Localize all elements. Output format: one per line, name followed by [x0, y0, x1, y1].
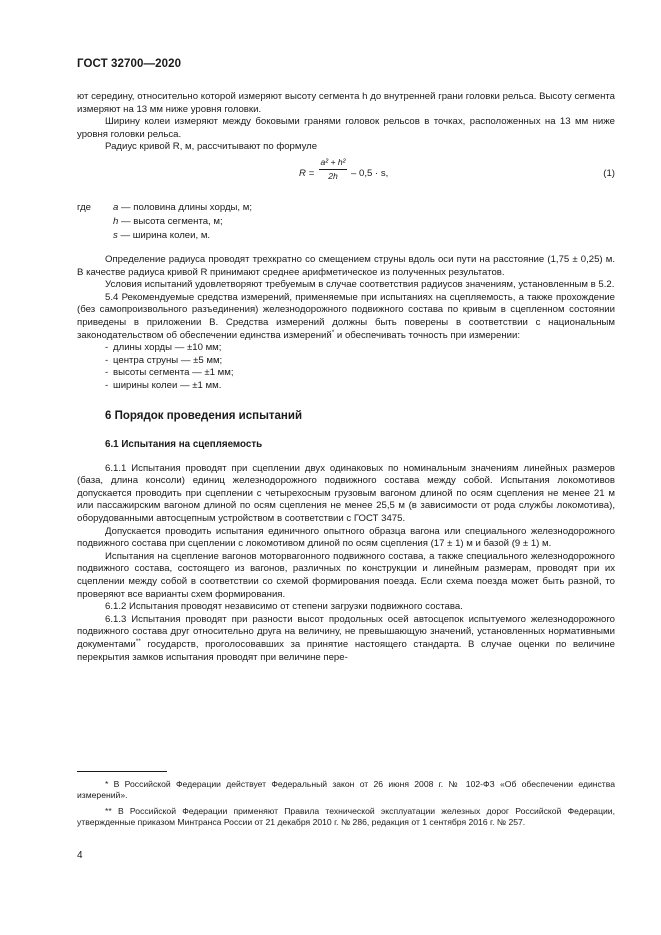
paragraph: 6.1.2 Испытания проводят независимо от степени загрузки подвижного состава. — [105, 601, 463, 613]
paragraph: Испытания на сцепление вагонов моторвагонного подвижного состава, а также специального железнодорожного подвижного состава, состоящего из вагонов, различных по конструкции и линейным размерам, проводят при их сцеплении между собой в соответствии со схемой формирования поезда. Если схема поезда может быть разной, то проверяют все варианты схем формирования. — [77, 550, 615, 600]
definition-h: h — высота сегмента, м; — [113, 215, 223, 227]
footnote: ** В Российской Федерации применяют Правила технической эксплуатации железных дорог Российской Федерации, утвержденные приказом Минтранса России от 21 декабря 2010 г. № 286, редакция от 1 сентября 2016 г. № 257. — [77, 805, 615, 828]
paragraph: Допускается проводить испытания единичного опытного образца вагона или специального железнодорожного подвижного состава при сцеплении с локомотивом длиной по осям сцепления (17 ± 1) м и базой (9 ± 1) м. — [77, 525, 615, 550]
section-heading: 6 Порядок проведения испытаний — [105, 409, 303, 422]
standard-header: ГОСТ 32700—2020 — [77, 58, 182, 70]
body-text — [77, 91, 615, 664]
definition-row — [77, 216, 615, 230]
paragraph: ют середину, относительно которой измеряют высоту сегмента h до внутренней грани головки рельса. Высоту сегмента измеряют на 13 мм ниже уровня головки. — [77, 91, 615, 115]
paragraph: Радиус кривой R, м, рассчитывают по формуле — [105, 141, 318, 153]
formula-denominator: 2h — [328, 170, 338, 181]
formula-numerator: a² + h² — [319, 157, 347, 170]
formula-fraction — [319, 157, 347, 182]
list-item: - ширины колеи — ±1 мм. — [105, 379, 222, 391]
paragraph-5-4: 5.4 Рекомендуемые средства измерений, применяемые при испытаниях на сцепляемость, а также прохождение (без самопроизвольного разъединения) железнодорожного подвижного состава по кривым в сцепленном состоянии приведены в приложении В. Средства измерений должны быть поверены в соответствии с национальным законодательством об обеспечении единства измерений* и обеспечивать точность при измерении: — [77, 291, 615, 341]
formula-definitions — [77, 202, 615, 244]
formula-lhs: R = — [299, 167, 315, 179]
list-item: - длины хорды — ±10 мм; — [105, 342, 222, 354]
paragraph: Ширину колеи измеряют между боковыми гранями головок рельсов в точках, расположенных на 13 мм ниже уровня головки рельса. — [77, 116, 615, 140]
footnote: * В Российской Федерации действует Федеральный закон от 26 июня 2008 г. № 102-ФЗ «Об обеспечении единства измерений». — [77, 779, 615, 801]
footnotes — [77, 771, 615, 833]
footnote-divider — [77, 771, 167, 772]
paragraph: 6.1.1 Испытания проводят при сцеплении двух одинаковых по номинальным значениям линейных размеров (база, длина консоли) единиц железнодорожного подвижного состава между собой. Испытания локомотивов допускается проводить при сцеплении с четырехосным грузовым вагоном длиной по осям сцепления не менее 21 м или пассажирским вагоном длиной по осям сцепления не менее 25,5 м (в зависимости от рода службы локомотива), оборудованными автосцепным устройством в соответствии с ГОСТ 3475. — [77, 462, 615, 525]
definition-a: a — половина длины хорды, м; — [113, 201, 253, 213]
definition-row — [77, 230, 615, 244]
paragraph: Определение радиуса проводят трехкратно со смещением струны вдоль оси пути на расстояние (1,75 ± 0,25) м. В качестве радиуса кривой R принимают среднее арифметическое из полученных результатов. — [77, 253, 615, 278]
paragraph-6-1-3: 6.1.3 Испытания проводят при разности высот продольных осей автосцепок испытуемого железнодорожного подвижного состава друг относительно друга на величину, не превышающую значений, установленных нормативными документами** государств, проголосовавших за принятие настоящего стандарта. В случае оценки по величине перекрытия замков испытания проводят при величине пере- — [77, 613, 615, 663]
list-item: - центра струны — ±5 мм; — [105, 354, 223, 366]
page-number: 4 — [77, 850, 83, 861]
subsection-heading: 6.1 Испытания на сцепляемость — [105, 439, 263, 451]
accuracy-list — [77, 342, 615, 392]
definition-s: s — ширина колеи, м. — [113, 229, 211, 241]
footnote-mark: ** — [135, 638, 141, 645]
list-item: - высоты сегмента — ±1 мм; — [105, 367, 234, 379]
paragraph: Условия испытаний удовлетворяют требуемым в случае соответствия радиусов значениям, установленным в 5.2. — [105, 279, 615, 291]
where-label: где — [77, 201, 92, 213]
formula-radius — [77, 154, 615, 200]
definition-row — [77, 202, 615, 216]
formula-number: (1) — [603, 167, 615, 179]
formula-rest: – 0,5 · s, — [351, 167, 389, 179]
footnote-mark: * — [331, 328, 335, 336]
